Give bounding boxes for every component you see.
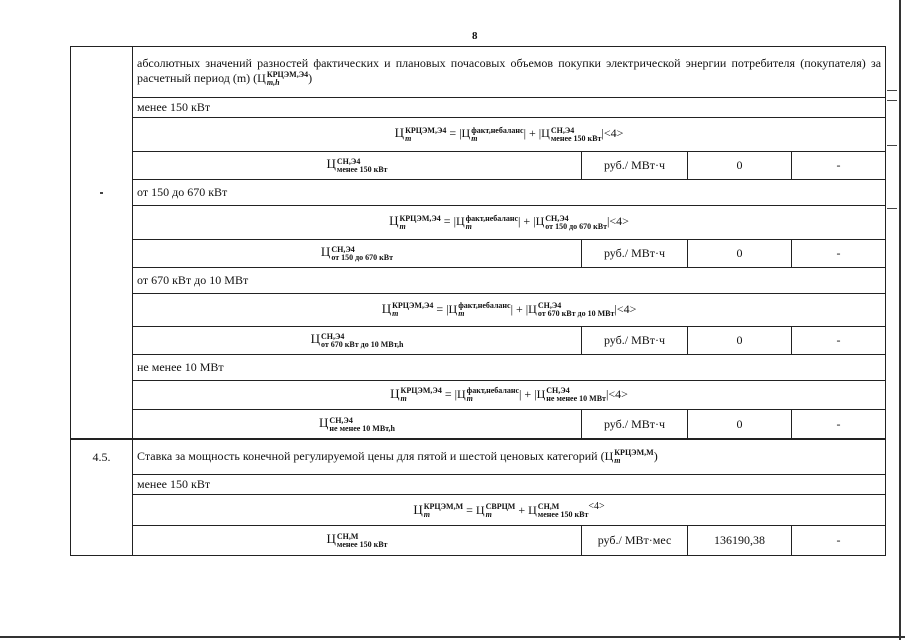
dash-cell: -	[792, 410, 886, 440]
formula-scripts	[399, 215, 440, 231]
formula-sub: m	[399, 221, 406, 231]
group-label-row	[71, 475, 886, 495]
row-sup: СН,Э4	[320, 331, 345, 341]
formula-sup: СН,Э4	[537, 301, 562, 311]
unit-cell: руб./ МВт·ч	[582, 240, 688, 268]
formula-eq: = Ц	[463, 502, 485, 517]
row-symbol	[133, 327, 582, 355]
formula	[133, 206, 886, 240]
value-cell: 0	[688, 152, 792, 180]
intro-end: )	[308, 70, 313, 85]
value-cell: 0	[688, 240, 792, 268]
formula-sub: m	[423, 510, 430, 520]
section-45-header-row	[71, 439, 886, 475]
formula-eq: = |Ц	[446, 126, 471, 141]
group-label: не менее 10 МВт	[133, 355, 886, 381]
intro-symbol-scripts	[267, 71, 308, 87]
dash-cell: -	[792, 327, 886, 355]
formula-sup: КРЦЭМ,Э4	[405, 125, 447, 135]
formula-scripts	[466, 215, 518, 231]
value-cell: 0	[688, 410, 792, 440]
formula-sub: m	[485, 510, 492, 520]
unit-cell: руб./ МВт·ч	[582, 327, 688, 355]
formula-sub: m	[471, 133, 478, 143]
section-45-title-text: Ставка за мощность конечной регулируемой цены для пятой и шестой ценовых категорий (Ц	[137, 448, 614, 463]
intro-text	[133, 47, 886, 98]
page-right-border	[899, 0, 901, 640]
row-sup: СН,Э4	[329, 415, 353, 425]
section-45-table	[70, 438, 886, 556]
section-45-scripts	[614, 449, 653, 465]
group-label: менее 150 кВт	[133, 475, 886, 495]
formula-sup: факт,небаланс	[471, 125, 524, 135]
row-scripts	[329, 417, 395, 433]
tariff-table	[70, 46, 886, 440]
formula	[133, 381, 886, 410]
formula-symbol: Ц	[390, 385, 400, 401]
formula	[133, 118, 886, 152]
formula-plus: | + |Ц	[518, 214, 545, 229]
formula-sup: факт,небаланс	[458, 301, 511, 311]
row-symbol-letter: Ц	[310, 331, 320, 347]
formula-symbol: Ц	[394, 125, 405, 141]
formula-plus: | + |Ц	[519, 386, 546, 401]
group-label-row	[71, 355, 886, 381]
number-cell	[71, 47, 133, 440]
row-sub: от 150 до 670 кВт	[331, 252, 394, 262]
formula-ref: <4>	[588, 500, 605, 512]
row-symbol	[133, 240, 582, 268]
row-sup: СН,Э4	[331, 244, 355, 254]
formula-ref: |<4>	[614, 301, 637, 316]
section-45-title-end: )	[653, 448, 658, 463]
group-label: от 150 до 670 кВт	[133, 180, 886, 206]
group-label-row	[71, 180, 886, 206]
formula-eq: = |Ц	[440, 214, 465, 229]
section-number: 4.5.	[71, 439, 133, 556]
formula-row	[71, 495, 886, 526]
formula-sup: СН,М	[537, 502, 560, 512]
formula-sub: m	[400, 394, 407, 404]
scan-mark	[887, 90, 897, 91]
formula-sub: m	[458, 309, 465, 319]
formula-scripts	[458, 302, 510, 318]
row-symbol-letter: Ц	[319, 415, 329, 431]
formula-plus: + Ц	[515, 502, 537, 517]
formula-sup: КРЦЭМ,М	[423, 502, 464, 512]
formula-row	[71, 294, 886, 327]
formula-sup: факт,небаланс	[466, 386, 520, 396]
scan-mark	[887, 208, 897, 209]
row-sub: от 670 кВт до 10 МВт,h	[320, 339, 404, 349]
formula-plus: | + |Ц	[510, 301, 537, 316]
formula-sup: КРЦЭМ,Э4	[400, 386, 442, 396]
page-bottom-border	[0, 636, 905, 638]
row-scripts	[331, 246, 393, 262]
formula-scripts	[545, 215, 607, 231]
row-sub: не менее 10 МВт,h	[329, 423, 395, 433]
formula-scripts	[424, 503, 463, 519]
group-label: менее 150 кВт	[133, 98, 886, 118]
formula-sup: факт,небаланс	[465, 213, 518, 223]
group-label-row	[71, 98, 886, 118]
value-row	[71, 526, 886, 556]
value-row	[71, 152, 886, 180]
value-row	[71, 327, 886, 355]
formula-plus: | + |Ц	[523, 126, 550, 141]
row-symbol-letter: Ц	[320, 244, 331, 260]
formula-scripts	[401, 387, 442, 403]
intro-row	[71, 47, 886, 98]
formula-scripts	[471, 127, 523, 143]
formula-sub: от 670 кВт до 10 МВт	[537, 309, 615, 319]
scan-mark	[887, 100, 897, 101]
dash-cell: -	[792, 152, 886, 180]
formula-scripts	[405, 127, 446, 143]
value-cell: 136190,38	[688, 526, 792, 556]
formula-sup: КРЦЭМ,Э4	[399, 213, 441, 223]
formula-sub: m	[392, 309, 399, 319]
formula-sup: СН,Э4	[546, 386, 570, 396]
formula-scripts	[467, 387, 519, 403]
formula-scripts	[551, 127, 602, 143]
formula-eq: = |Ц	[441, 386, 466, 401]
value-row	[71, 240, 886, 268]
formula-sup: СН,Э4	[545, 213, 569, 223]
formula-sub: менее 150 кВт	[550, 133, 602, 143]
formula-sub: не менее 10 МВт	[546, 394, 606, 404]
formula-row	[71, 206, 886, 240]
unit-cell: руб./ МВт·ч	[582, 152, 688, 180]
formula-row	[71, 118, 886, 152]
section-45-title	[133, 439, 886, 475]
formula-sup: СН,Э4	[550, 125, 575, 135]
unit-cell: руб./ МВт·мес	[582, 526, 688, 556]
row-sup: СН,Э4	[336, 156, 361, 166]
formula-symbol: Ц	[389, 213, 399, 229]
dash-cell: -	[792, 240, 886, 268]
formula-scripts	[538, 302, 615, 318]
dash-cell: -	[792, 526, 886, 556]
value-cell: 0	[688, 327, 792, 355]
row-sup: СН,М	[336, 531, 359, 541]
page-number: 8	[472, 30, 478, 42]
formula-sub: m	[465, 221, 472, 231]
row-scripts	[337, 158, 388, 174]
formula-scripts	[538, 503, 589, 519]
formula-symbol: Ц	[381, 300, 392, 316]
formula-ref: |<4>	[607, 214, 629, 229]
formula-sup: СВРЦМ	[485, 502, 516, 512]
row-sub: менее 150 кВт	[336, 164, 388, 174]
group-label-row	[71, 268, 886, 294]
formula-symbol: Ц	[413, 501, 423, 517]
formula-sub: m	[466, 394, 473, 404]
formula	[133, 495, 886, 526]
formula-sup: КРЦЭМ,Э4	[392, 301, 434, 311]
row-symbol	[133, 410, 582, 440]
row-scripts	[337, 533, 388, 549]
formula-sub: менее 150 кВт	[537, 510, 589, 520]
row-scripts	[321, 333, 403, 349]
row-symbol-letter: Ц	[326, 531, 336, 547]
formula	[133, 294, 886, 327]
formula-ref: |<4>	[605, 386, 628, 401]
section-45-sub: m	[614, 455, 621, 465]
row-sub: менее 150 кВт	[336, 539, 388, 549]
intro-text-body: абсолютных значений разностей фактических и плановых почасовых объемов покупки электрической энергии потребителя (покупателя) за расчетный период (m) (Ц	[137, 56, 882, 85]
formula-scripts	[546, 387, 606, 403]
unit-cell: руб./ МВт·ч	[582, 410, 688, 440]
formula-scripts	[392, 302, 433, 318]
scan-mark	[887, 145, 897, 146]
formula-row	[71, 381, 886, 410]
row-symbol	[133, 526, 582, 556]
intro-sup: КРЦЭМ,Э4	[266, 69, 309, 79]
formula-ref: |<4>	[601, 126, 624, 141]
formula-scripts	[486, 503, 516, 519]
row-symbol	[133, 152, 582, 180]
intro-sub: m,h	[266, 77, 280, 87]
formula-sub: от 150 до 670 кВт	[545, 221, 607, 231]
section-45-sup: КРЦЭМ,М	[614, 447, 654, 457]
formula-sub: m	[405, 133, 412, 143]
row-symbol-letter: Ц	[326, 156, 336, 172]
group-label: от 670 кВт до 10 МВт	[133, 268, 886, 294]
value-row	[71, 410, 886, 440]
formula-eq: = |Ц	[433, 301, 458, 316]
